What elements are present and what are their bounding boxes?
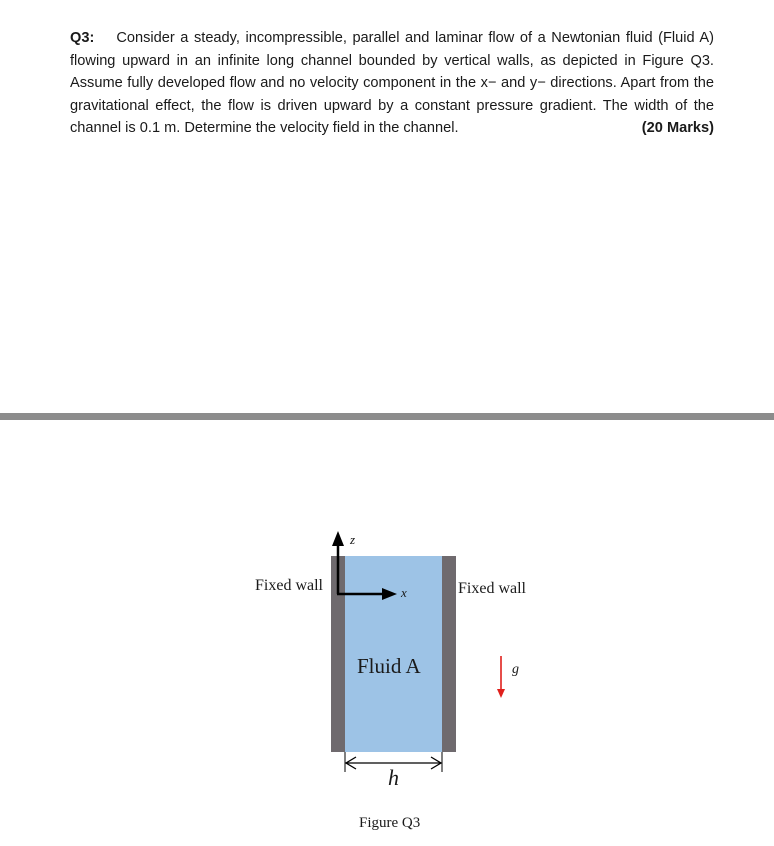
right-wall-label: Fixed wall [458, 580, 526, 597]
gravity-arrowhead [497, 689, 505, 698]
gravity-label: g [512, 662, 519, 677]
z-axis-arrowhead [332, 531, 344, 546]
width-label: h [388, 765, 399, 790]
z-axis-label: z [350, 532, 356, 547]
figure-caption: Figure Q3 [359, 815, 421, 831]
left-wall-label: Fixed wall [255, 577, 323, 594]
right-wall [442, 556, 456, 752]
question-label: Q3: [70, 30, 95, 46]
x-axis-label: x [401, 585, 407, 600]
marks-label: (20 Marks) [641, 120, 714, 136]
fluid-label: Fluid A [357, 654, 421, 678]
question-text: Consider a steady, incompressible, parallel and laminar flow of a Newtonian fluid (Fluid A) flowing upward in an infinite long channel bounded by vertical walls, as depicted in Figure Q3. Assume fully developed flow and no velocity component in the x− and y− directions. Apart from the gravitational effect, the flow is driven upward by a constant pressure gradient. The width of the channel is 0.1 m. Determine the velocity field in the channel. [70, 30, 714, 136]
